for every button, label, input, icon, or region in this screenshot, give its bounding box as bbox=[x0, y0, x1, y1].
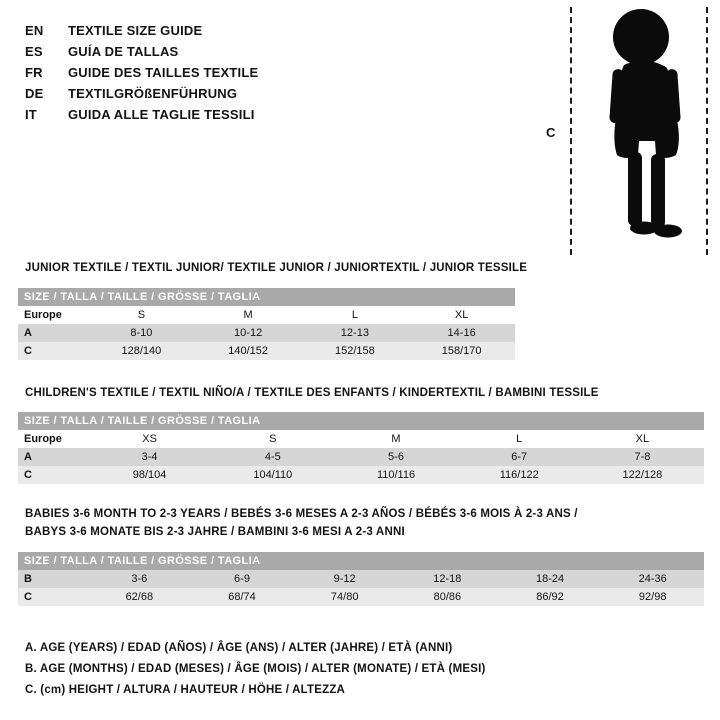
row-label: Europe bbox=[24, 309, 62, 321]
section-heading-babies bbox=[25, 505, 578, 541]
junior-size-table bbox=[18, 288, 515, 360]
height-figure-area bbox=[540, 5, 712, 257]
table-row bbox=[18, 430, 704, 448]
row-label: Europe bbox=[24, 433, 62, 445]
cell: XS bbox=[142, 433, 157, 445]
table-row bbox=[18, 342, 515, 360]
table-header-junior: SIZE / TALLA / TAILLE / GRÖSSE / TAGLIA bbox=[18, 288, 515, 306]
cell: 18-24 bbox=[535, 573, 565, 585]
height-measure-label: C bbox=[546, 125, 556, 140]
cell: 152/158 bbox=[334, 345, 375, 357]
cell: S bbox=[137, 309, 146, 321]
language-code: FR bbox=[25, 65, 43, 80]
cell: 122/128 bbox=[622, 469, 663, 481]
cell: 10-12 bbox=[234, 327, 263, 339]
language-row-it bbox=[25, 104, 258, 125]
section-heading-children: CHILDREN'S TEXTILE / TEXTIL NIÑO/A / TEXTILE DES ENFANTS / KINDERTEXTIL / BAMBINI TESSILE bbox=[25, 387, 599, 399]
cell: 110/116 bbox=[376, 469, 416, 481]
row-label: C bbox=[24, 469, 32, 481]
cell: M bbox=[391, 433, 401, 445]
section-heading-junior: JUNIOR TEXTILE / TEXTIL JUNIOR/ TEXTILE JUNIOR / JUNIORTEXTIL / JUNIOR TESSILE bbox=[25, 262, 528, 274]
table-row bbox=[18, 588, 704, 606]
cell: 6-7 bbox=[511, 451, 528, 463]
table-row bbox=[18, 570, 704, 588]
section-heading-babies-line2: BABYS 3-6 MONATE BIS 2-3 JAHRE / BAMBINI 3-6 MESI A 2-3 ANNI bbox=[25, 526, 405, 538]
cell: 5-6 bbox=[388, 451, 404, 463]
measure-dashed-line-right bbox=[706, 7, 708, 255]
language-code: ES bbox=[25, 44, 43, 59]
table-row bbox=[18, 466, 704, 484]
table-row bbox=[18, 306, 515, 324]
cell: L bbox=[516, 433, 523, 445]
cell: 12-13 bbox=[340, 327, 369, 339]
cell: 3-4 bbox=[141, 451, 158, 463]
language-row-en bbox=[25, 20, 258, 41]
measure-dashed-line-left bbox=[570, 7, 572, 255]
cell: 4-5 bbox=[264, 451, 281, 463]
table-row bbox=[18, 324, 515, 342]
cell: 68/74 bbox=[228, 591, 256, 603]
language-row-es bbox=[25, 41, 258, 62]
cell: XL bbox=[635, 433, 650, 445]
cell: 104/110 bbox=[253, 469, 293, 481]
language-row-de bbox=[25, 83, 258, 104]
measurement-legend bbox=[25, 638, 486, 701]
language-title-list bbox=[25, 20, 258, 125]
language-row-fr bbox=[25, 62, 258, 83]
cell: 6-9 bbox=[234, 573, 250, 585]
row-label: A bbox=[24, 327, 32, 339]
language-code: EN bbox=[25, 23, 44, 38]
cell: S bbox=[269, 433, 277, 445]
row-label: B bbox=[24, 573, 32, 585]
cell: 14-16 bbox=[447, 327, 476, 339]
cell: 74/80 bbox=[330, 591, 359, 603]
row-label: C bbox=[24, 591, 32, 603]
language-title: GUIDE DES TAILLES TEXTILE bbox=[68, 65, 259, 80]
cell: 98/104 bbox=[132, 469, 167, 481]
cell: 128/140 bbox=[121, 345, 162, 357]
cell: 140/152 bbox=[228, 345, 268, 357]
language-title: TEXTILE SIZE GUIDE bbox=[68, 23, 203, 38]
cell: 158/170 bbox=[441, 345, 482, 357]
cell: 9-12 bbox=[333, 573, 356, 585]
cell: M bbox=[243, 309, 253, 321]
children-size-table bbox=[18, 412, 704, 484]
table-row bbox=[18, 448, 704, 466]
cell: XL bbox=[454, 309, 469, 321]
child-silhouette bbox=[584, 7, 704, 253]
table-header-children: SIZE / TALLA / TAILLE / GRÖSSE / TAGLIA bbox=[18, 412, 704, 430]
language-title: GUIDA ALLE TAGLIE TESSILI bbox=[68, 107, 255, 122]
cell: 3-6 bbox=[131, 573, 148, 585]
cell: 7-8 bbox=[634, 451, 651, 463]
babies-size-table bbox=[18, 552, 704, 606]
cell: 12-18 bbox=[433, 573, 462, 585]
cell: 24-36 bbox=[638, 573, 667, 585]
row-label: C bbox=[24, 345, 32, 357]
cell: L bbox=[351, 309, 358, 321]
cell: 116/122 bbox=[499, 469, 539, 481]
legend-line-c: C. (cm) HEIGHT / ALTURA / HAUTEUR / HÖHE / ALTEZZA bbox=[25, 684, 346, 696]
language-code: IT bbox=[25, 107, 37, 122]
cell: 8-10 bbox=[130, 327, 153, 339]
language-title: TEXTILGRÖßENFÜHRUNG bbox=[68, 86, 238, 101]
legend-line-a: A. AGE (YEARS) / EDAD (AÑOS) / ÂGE (ANS) / ALTER (JAHRE) / ETÀ (ANNI) bbox=[25, 642, 453, 654]
cell: 80/86 bbox=[433, 591, 462, 603]
cell: 62/68 bbox=[125, 591, 154, 603]
table-header-babies: SIZE / TALLA / TAILLE / GRÖSSE / TAGLIA bbox=[18, 552, 704, 570]
row-label: A bbox=[24, 451, 32, 463]
legend-line-b: B. AGE (MONTHS) / EDAD (MESES) / ÂGE (MOIS) / ALTER (MONATE) / ETÀ (MESI) bbox=[25, 663, 486, 675]
language-title: GUÍA DE TALLAS bbox=[68, 44, 179, 59]
section-heading-babies-line1: BABIES 3-6 MONTH TO 2-3 YEARS / BEBÉS 3-6 MESES A 2-3 AÑOS / BÉBÉS 3-6 MOIS À 2-3 ANS / bbox=[25, 508, 578, 520]
cell: 86/92 bbox=[536, 591, 564, 603]
language-code: DE bbox=[25, 86, 44, 101]
cell: 92/98 bbox=[638, 591, 667, 603]
